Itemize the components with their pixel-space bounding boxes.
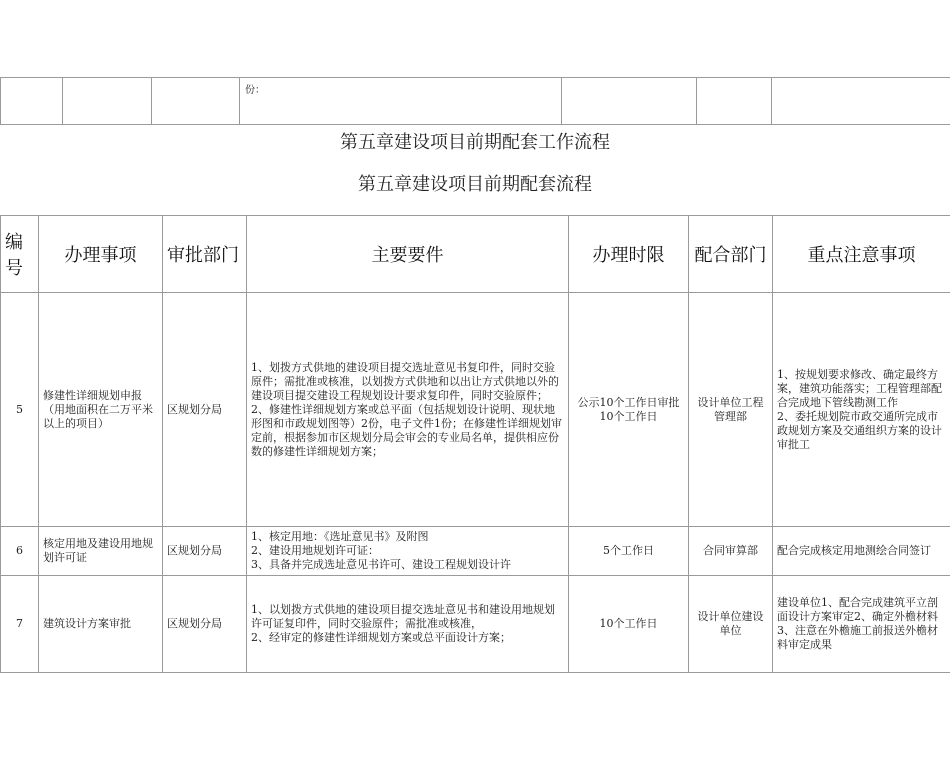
header-number: 编号 — [1, 216, 39, 293]
header-key-notes: 重点注意事项 — [773, 216, 950, 293]
table-cell — [63, 78, 152, 125]
table-cell-note: 份： — [240, 78, 562, 125]
header-coop-dept: 配合部门 — [689, 216, 773, 293]
cell-notes: 1、按规划要求修改、确定最终方案，建筑功能落实；工程管理部配合完成地下管线勘测工作 2、委托规划院市政交通所完成市政规划方案及交通组织方案的设计审批工 — [773, 293, 950, 527]
cell-notes: 建设单位1、配合完成建筑平立剖面设计方案审定2、确定外檐材料3、注意在外檐施工前报送外檐材料审定成果 — [773, 576, 950, 673]
table-cell — [697, 78, 772, 125]
cell-number: 5 — [1, 293, 39, 527]
section-title: 第五章建设项目前期配套流程 — [358, 174, 592, 195]
cell-coop: 设计单位建设单位 — [689, 576, 773, 673]
cell-docs: 1、以划拨方式供地的建设项目提交选址意见书和建设用地规划许可证复印件，同时交验原件；需批准或核准， 2、经审定的修建性详细规划方案或总平面设计方案； — [247, 576, 569, 673]
cell-coop: 合同审算部 — [689, 527, 773, 576]
cell-dept: 区规划分局 — [163, 576, 247, 673]
procedure-table — [0, 215, 950, 673]
header-approval-dept: 审批部门 — [163, 216, 247, 293]
cell-number: 6 — [1, 527, 39, 576]
previous-page-table-fragment — [0, 77, 950, 125]
table-cell — [772, 78, 950, 125]
cell-item: 核定用地及建设用地规划许可证 — [39, 527, 163, 576]
table-header-row — [1, 216, 950, 293]
table-cell — [562, 78, 697, 125]
cell-time: 10个工作日 — [569, 576, 689, 673]
cell-dept: 区规划分局 — [163, 527, 247, 576]
cell-coop: 设计单位工程管理部 — [689, 293, 773, 527]
header-time-limit: 办理时限 — [569, 216, 689, 293]
cell-docs: 1、划拨方式供地的建设项目提交选址意见书复印件，同时交验原件；需批准或核准，以划拨方式供地和以出让方式供地以外的建设项目提交建设工程规划设计要求复印件，同时交验原件； 2、修建性详细规划方案或总平面（包括规划设计说明、现状地形图和市政规划图等）2份，电子文件1份；在修建性详细规划审定前，根据参加市区规划分局会审会的专业局名单，提供相应份数的修建性详细规划方案； — [247, 293, 569, 527]
cell-docs: 1、核定用地：《选址意见书》及附图 2、建设用地规划许可证： 3、具备并完成选址意见书许可、建设工程规划设计许 — [247, 527, 569, 576]
table-row — [1, 78, 950, 125]
table-row — [1, 576, 950, 673]
table-row — [1, 293, 950, 527]
header-main-docs: 主要要件 — [247, 216, 569, 293]
cell-dept: 区规划分局 — [163, 293, 247, 527]
cell-item: 修建性详细规划申报（用地面积在二万平米以上的项目） — [39, 293, 163, 527]
chapter-title: 第五章建设项目前期配套工作流程 — [340, 132, 610, 153]
header-item: 办理事项 — [39, 216, 163, 293]
table-cell — [1, 78, 63, 125]
table-cell — [152, 78, 240, 125]
cell-number: 7 — [1, 576, 39, 673]
cell-notes: 配合完成核定用地测绘合同签订 — [773, 527, 950, 576]
cell-time: 公示10个工作日审批10个工作日 — [569, 293, 689, 527]
table-row — [1, 527, 950, 576]
cell-time: 5个工作日 — [569, 527, 689, 576]
cell-item: 建筑设计方案审批 — [39, 576, 163, 673]
